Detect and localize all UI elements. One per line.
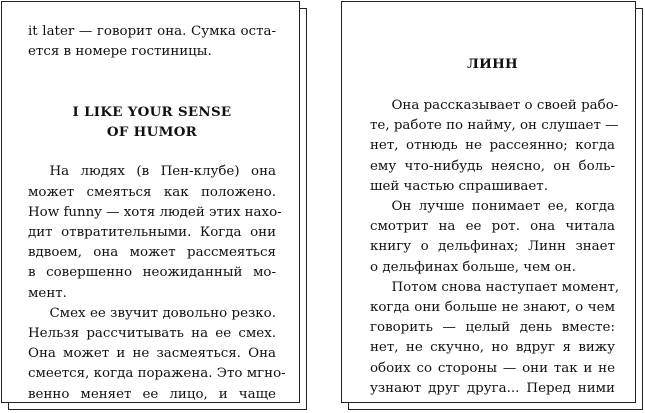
text-line: может смеяться как положено.	[28, 184, 276, 200]
text-line: о дельфинах больше, чем он.	[370, 259, 576, 275]
right-paragraph-2	[370, 197, 615, 278]
text-line: Потом снова наступает момент,	[391, 279, 620, 295]
text-line: дит отвратительными. Когда они	[28, 225, 276, 241]
right-paragraph-1	[370, 96, 619, 197]
text-line: в совершенно неожиданный мо-	[28, 265, 276, 281]
text-line: Смех ее звучит довольно резко.	[49, 305, 276, 321]
text-line: How funny — хотя людей этих нахо-	[28, 204, 282, 220]
text-line: ется в номере гостиницы.	[28, 44, 212, 60]
left-section-heading	[28, 102, 276, 142]
text-line: обоих со стороны — они так и не	[370, 360, 615, 376]
right-section-heading: ЛИНН	[467, 56, 518, 72]
text-line: те, работе по найму, он слушает —	[370, 118, 619, 134]
text-line: когда они больше не знают, о чем	[370, 300, 615, 316]
left-page-text	[28, 22, 286, 403]
text-line: ему что-нибудь неясно, он боль-	[370, 158, 615, 174]
heading-line: I LIKE YOUR SENSE	[72, 104, 232, 121]
text-line: смотрит на ее рот. она читала	[370, 219, 615, 235]
text-line: мент.	[28, 285, 67, 301]
right-page-text	[370, 54, 620, 399]
left-page	[1, 1, 300, 403]
right-page	[341, 1, 636, 403]
heading-line: OF HUMOR	[106, 124, 198, 141]
text-line: Он лучше понимает ее, когда	[391, 199, 615, 215]
text-line: венно меняет ее лицо, и чаще	[28, 386, 276, 402]
text-line: шей частью спрашивает.	[370, 178, 548, 194]
text-line: Она может и не засмеяться. Она	[28, 346, 276, 362]
text-line: говорить — целый день вместе:	[370, 320, 615, 336]
text-line: it later — говорит она. Сумка оста-	[28, 24, 276, 39]
text-line: вдвоем, она может рассмеяться	[28, 245, 276, 261]
left-paragraph-1	[28, 162, 282, 303]
text-line: нет, не скучно, но вдруг я вижу	[370, 340, 615, 356]
text-line: Нельзя рассчитывать на ее смех.	[28, 326, 276, 342]
right-paragraph-3	[370, 278, 620, 399]
left-page-stack	[0, 0, 310, 413]
text-line: узнают друг друга... Перед ними	[370, 380, 615, 396]
text-line: Она рассказывает о своей рабо-	[391, 98, 619, 113]
right-page-stack	[340, 0, 645, 413]
text-line: На людях (в Пен-клубе) она	[49, 164, 276, 180]
left-paragraph-2	[28, 304, 286, 403]
text-line: смеется, когда поражена. Это мгно-	[28, 366, 286, 382]
text-line: нет, отнюдь не рассеянно; когда	[370, 138, 615, 154]
left-intro-paragraph	[28, 22, 276, 62]
text-line: книгу о дельфинах; Линн знает	[370, 239, 615, 255]
